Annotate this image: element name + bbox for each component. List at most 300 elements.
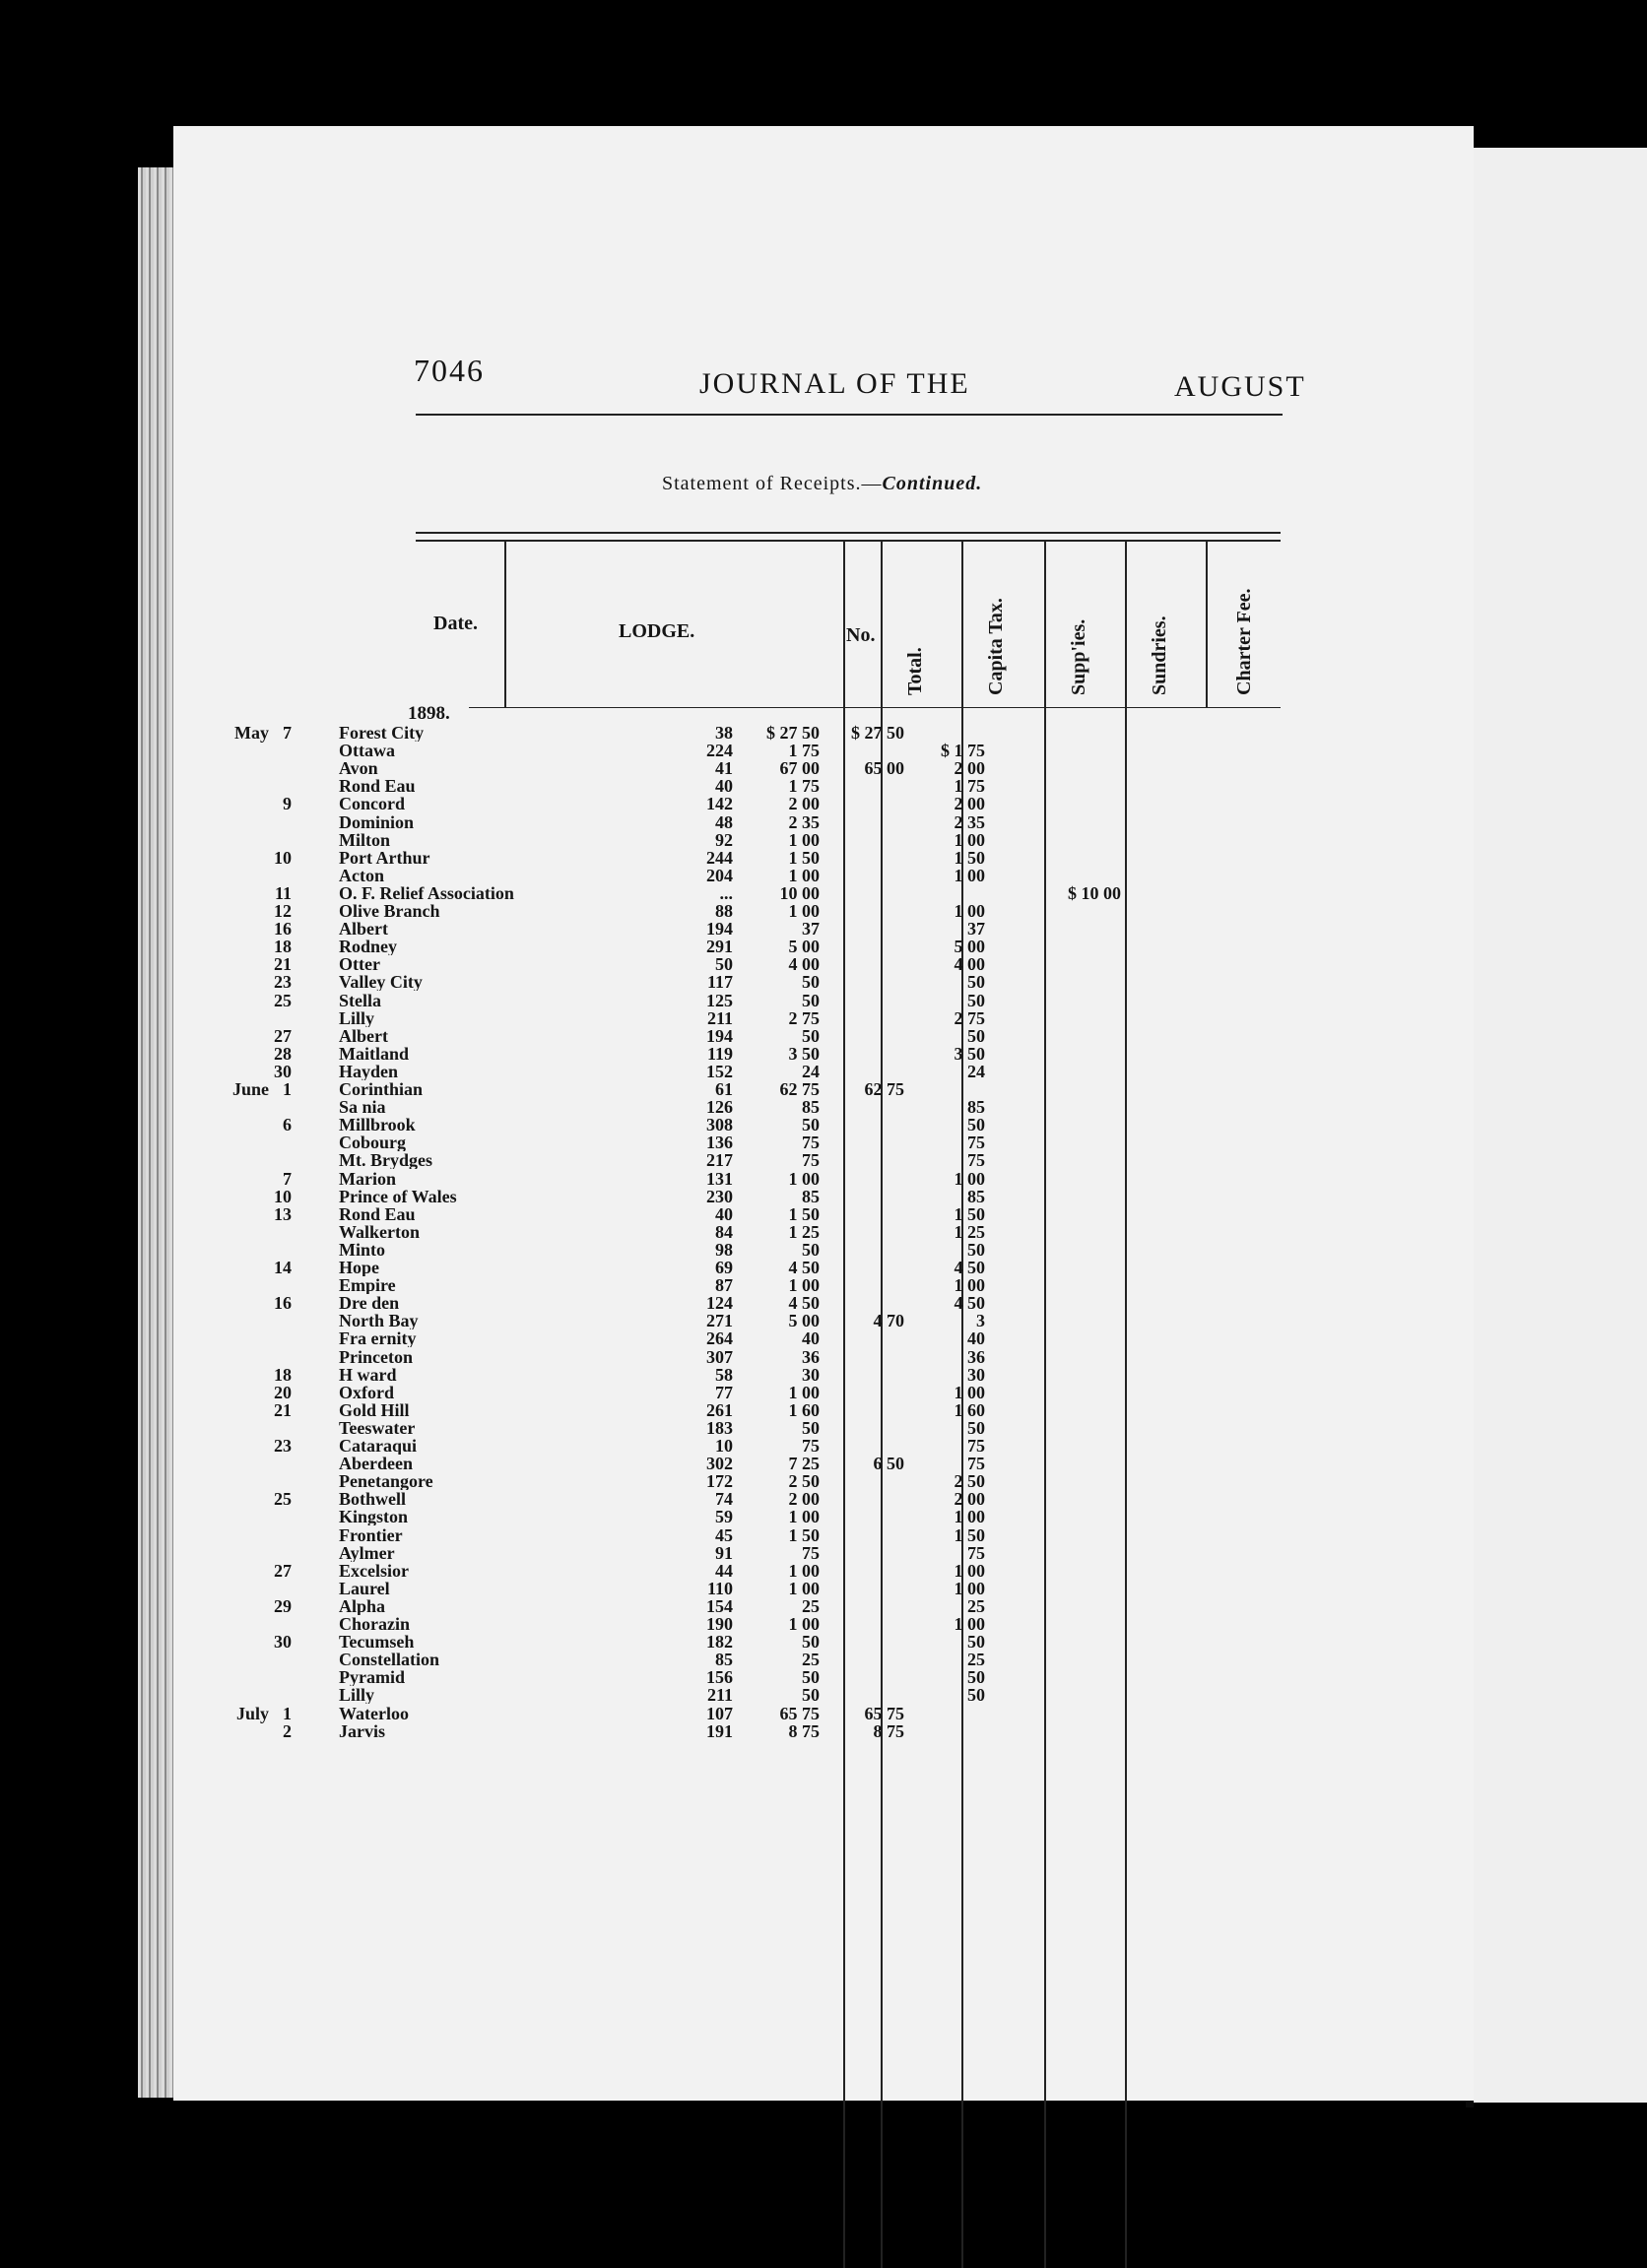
row-number: 61 — [715, 1079, 733, 1099]
row-number: 183 — [706, 1417, 733, 1438]
row-lodge: Kingston — [339, 1508, 409, 1526]
row-number: 85 — [715, 1650, 733, 1670]
table-row — [0, 1170, 1300, 1188]
row-total: 50 — [802, 1667, 820, 1688]
row-total: 1 00 — [788, 1382, 820, 1402]
row-lodge: Rond Eau — [339, 1204, 416, 1223]
row-day: 7 — [283, 1168, 292, 1189]
row-total: 1 00 — [788, 865, 820, 885]
table-top-rule-2 — [416, 540, 1281, 542]
table-row — [0, 1348, 1300, 1366]
row-lodge: Avon — [339, 759, 378, 778]
row-supplies: 1 50 — [954, 847, 985, 868]
table-row — [0, 1526, 1300, 1544]
row-charter: $ 10 00 — [1068, 882, 1121, 903]
row-month: May — [234, 723, 269, 743]
row-lodge: Pyramid — [339, 1668, 405, 1687]
table-row — [0, 1651, 1300, 1668]
row-day: 23 — [274, 1436, 292, 1456]
journal-title: JOURNAL OF THE — [699, 367, 970, 400]
col-divider-date — [504, 540, 506, 707]
row-number: 59 — [715, 1507, 733, 1527]
row-supplies: 1 00 — [954, 1614, 985, 1634]
row-total: 1 50 — [788, 1203, 820, 1224]
table-row — [0, 1419, 1300, 1437]
row-total: 4 00 — [788, 954, 820, 975]
row-total: 85 — [802, 1186, 820, 1206]
row-number: 88 — [715, 901, 733, 921]
row-day: 27 — [274, 1560, 292, 1581]
row-lodge: Lilly — [339, 1686, 375, 1705]
row-lodge: Sa nia — [339, 1098, 386, 1117]
table-row — [0, 777, 1300, 795]
row-lodge: Fra ernity — [339, 1329, 417, 1348]
row-number: 117 — [706, 972, 733, 993]
row-number: 91 — [715, 1542, 733, 1563]
table-row — [0, 920, 1300, 938]
row-number: 271 — [706, 1311, 733, 1331]
row-number: 84 — [715, 1221, 733, 1242]
row-number: 69 — [715, 1258, 733, 1277]
row-number: 211 — [706, 1007, 733, 1028]
table-row — [0, 1027, 1300, 1045]
row-lodge: Mt. Brydges — [339, 1151, 432, 1170]
row-supplies: 24 — [967, 1061, 985, 1081]
row-total: 50 — [802, 972, 820, 993]
row-supplies: 4 50 — [954, 1293, 985, 1314]
row-number: 110 — [706, 1578, 733, 1598]
row-number: 40 — [715, 776, 733, 797]
row-total: 25 — [802, 1595, 820, 1616]
row-total: 50 — [802, 1685, 820, 1706]
row-number: 244 — [706, 847, 733, 868]
row-lodge: Hayden — [339, 1062, 399, 1080]
row-number: 44 — [715, 1560, 733, 1581]
col-total: Total. — [904, 647, 926, 695]
row-supplies: 37 — [967, 919, 985, 940]
row-supplies: 1 50 — [954, 1203, 985, 1224]
row-capita: $ 27 50 — [851, 723, 904, 743]
row-supplies: 1 60 — [954, 1399, 985, 1420]
row-supplies: 25 — [967, 1595, 985, 1616]
row-number: 264 — [706, 1328, 733, 1349]
row-number: 172 — [706, 1471, 733, 1492]
row-supplies: 2 75 — [954, 1007, 985, 1028]
col-capita: Capita Tax. — [985, 598, 1007, 695]
row-number: 38 — [715, 723, 733, 743]
row-supplies: 1 00 — [954, 1382, 985, 1402]
row-lodge: Constellation — [339, 1651, 440, 1669]
row-total: 2 00 — [788, 1489, 820, 1510]
row-number: 119 — [706, 1043, 733, 1064]
table-row — [0, 1508, 1300, 1525]
row-supplies: 1 00 — [954, 1275, 985, 1296]
row-supplies: 3 50 — [954, 1043, 985, 1064]
row-supplies: 2 35 — [954, 811, 985, 832]
row-supplies: 2 00 — [954, 758, 985, 779]
row-number: 194 — [706, 1025, 733, 1046]
row-total: 4 50 — [788, 1258, 820, 1277]
row-supplies: 2 00 — [954, 1489, 985, 1510]
table-row — [0, 1241, 1300, 1259]
row-number: 217 — [706, 1150, 733, 1171]
row-month: July — [235, 1703, 269, 1723]
facing-page — [1474, 148, 1647, 2103]
table-row — [0, 902, 1300, 920]
row-supplies: 1 25 — [954, 1221, 985, 1242]
row-total: 1 00 — [788, 829, 820, 850]
row-day: 12 — [274, 901, 292, 921]
col-no: No. — [846, 624, 876, 646]
row-total: 24 — [802, 1061, 820, 1081]
row-lodge: Teeswater — [339, 1418, 416, 1437]
row-total: 4 50 — [788, 1293, 820, 1314]
row-day: 1 — [283, 1079, 292, 1099]
col-charter: Charter Fee. — [1233, 588, 1255, 695]
statement-subtitle — [662, 473, 982, 495]
row-supplies: 75 — [967, 1150, 985, 1171]
row-supplies: 36 — [967, 1346, 985, 1367]
row-day: 20 — [274, 1382, 292, 1402]
header-rule — [416, 414, 1283, 416]
row-lodge: Waterloo — [339, 1704, 409, 1722]
table-row — [0, 724, 1300, 742]
row-lodge: Rond Eau — [339, 777, 416, 796]
row-day: 6 — [283, 1115, 292, 1135]
table-row — [0, 849, 1300, 867]
table-row — [0, 1329, 1300, 1347]
row-number: 48 — [715, 811, 733, 832]
row-lodge: Ottawa — [339, 742, 395, 760]
col-supplies: Supp'ies. — [1068, 618, 1089, 695]
row-lodge: Alpha — [339, 1596, 386, 1615]
table-row — [0, 1063, 1300, 1080]
row-day: 9 — [283, 794, 292, 814]
row-number: 107 — [706, 1703, 733, 1723]
subtitle-continued: Continued. — [882, 473, 983, 494]
row-supplies: 30 — [967, 1364, 985, 1385]
row-lodge: Rodney — [339, 938, 398, 956]
row-supplies: 2 50 — [954, 1471, 985, 1492]
row-day: 18 — [274, 937, 292, 957]
row-day: 23 — [274, 972, 292, 993]
row-lodge: Albert — [339, 1026, 388, 1045]
table-row — [0, 1080, 1300, 1098]
row-number: 142 — [706, 794, 733, 814]
row-day: 25 — [274, 1489, 292, 1510]
row-number: 204 — [706, 865, 733, 885]
row-day: 13 — [274, 1203, 292, 1224]
row-total: 75 — [802, 1150, 820, 1171]
row-supplies: 85 — [967, 1186, 985, 1206]
table-row — [0, 1437, 1300, 1455]
table-row — [0, 938, 1300, 955]
row-lodge: Lilly — [339, 1008, 375, 1027]
row-total: 1 50 — [788, 1524, 820, 1545]
row-lodge: Marion — [339, 1169, 396, 1188]
table-row — [0, 973, 1300, 991]
row-lodge: Albert — [339, 920, 388, 939]
row-number: 131 — [706, 1168, 733, 1189]
row-supplies: 40 — [967, 1328, 985, 1349]
row-supplies: 75 — [967, 1542, 985, 1563]
page-number: 7046 — [414, 353, 485, 388]
row-lodge: Aylmer — [339, 1543, 395, 1562]
row-day: 25 — [274, 990, 292, 1010]
row-total: 1 00 — [788, 1507, 820, 1527]
row-day: 28 — [274, 1043, 292, 1064]
table-row — [0, 1151, 1300, 1169]
row-capita: 62 75 — [864, 1079, 904, 1099]
row-day: 14 — [274, 1258, 292, 1277]
table-row — [0, 1134, 1300, 1151]
row-number: 156 — [706, 1667, 733, 1688]
row-month: June — [231, 1079, 269, 1099]
table-row — [0, 1633, 1300, 1651]
row-number: 194 — [706, 919, 733, 940]
table-row — [0, 1490, 1300, 1508]
row-total: 2 35 — [788, 811, 820, 832]
row-supplies: 75 — [967, 1436, 985, 1456]
row-capita: 65 75 — [864, 1703, 904, 1723]
page-month: AUGUST — [1174, 370, 1306, 403]
row-total: 40 — [802, 1328, 820, 1349]
row-lodge: Laurel — [339, 1579, 390, 1597]
row-lodge: Milton — [339, 830, 390, 849]
table-row — [0, 1562, 1300, 1580]
row-total: 1 25 — [788, 1221, 820, 1242]
row-number: 191 — [706, 1720, 733, 1741]
row-total: 8 75 — [788, 1720, 820, 1741]
table-row — [0, 1722, 1300, 1740]
table-row — [0, 1455, 1300, 1472]
row-total: 50 — [802, 1025, 820, 1046]
row-total: 1 00 — [788, 901, 820, 921]
row-supplies: 1 50 — [954, 1524, 985, 1545]
table-row — [0, 1401, 1300, 1419]
row-number: 230 — [706, 1186, 733, 1206]
col-date: Date. — [433, 613, 478, 634]
row-total: $ 27 50 — [766, 723, 820, 743]
row-supplies: 2 00 — [954, 794, 985, 814]
row-day: 21 — [274, 1399, 292, 1420]
row-number: 124 — [706, 1293, 733, 1314]
row-supplies: 50 — [967, 1025, 985, 1046]
table-row — [0, 759, 1300, 777]
row-supplies: 4 00 — [954, 954, 985, 975]
row-total: 65 75 — [779, 1703, 820, 1723]
row-lodge: Bothwell — [339, 1490, 407, 1509]
row-supplies: 4 50 — [954, 1258, 985, 1277]
row-number: 10 — [715, 1436, 733, 1456]
row-supplies: 75 — [967, 1454, 985, 1474]
row-lodge: Tecumseh — [339, 1633, 415, 1652]
row-supplies: 25 — [967, 1650, 985, 1670]
table-row — [0, 1259, 1300, 1276]
row-number: 58 — [715, 1364, 733, 1385]
row-supplies: 1 00 — [954, 829, 985, 850]
row-day: 27 — [274, 1025, 292, 1046]
row-day: 29 — [274, 1595, 292, 1616]
row-number: 154 — [706, 1595, 733, 1616]
row-total: 1 00 — [788, 1168, 820, 1189]
table-row — [0, 742, 1300, 759]
row-number: 291 — [706, 937, 733, 957]
row-supplies: 50 — [967, 1667, 985, 1688]
row-total: 1 50 — [788, 847, 820, 868]
row-total: 50 — [802, 1417, 820, 1438]
row-total: 1 00 — [788, 1275, 820, 1296]
row-lodge: Corinthian — [339, 1080, 424, 1098]
row-number: 182 — [706, 1632, 733, 1652]
row-lodge: H ward — [339, 1365, 397, 1384]
row-lodge: Port Arthur — [339, 848, 430, 867]
row-total: 50 — [802, 1239, 820, 1260]
row-supplies: 50 — [967, 972, 985, 993]
row-supplies: 3 — [976, 1311, 985, 1331]
table-row — [0, 1705, 1300, 1722]
table-row — [0, 1597, 1300, 1615]
row-number: 87 — [715, 1275, 733, 1296]
row-number: 74 — [715, 1489, 733, 1510]
subtitle-main: Statement of Receipts.— — [662, 473, 883, 494]
table-row — [0, 955, 1300, 973]
row-number: 211 — [706, 1685, 733, 1706]
row-lodge: Oxford — [339, 1383, 394, 1401]
table-row — [0, 1544, 1300, 1562]
row-day: 2 — [283, 1720, 292, 1741]
row-total: 2 00 — [788, 794, 820, 814]
row-capita: 4 70 — [873, 1311, 904, 1331]
row-supplies: $ 1 75 — [941, 741, 985, 761]
table-row — [0, 1205, 1300, 1223]
row-total: 75 — [802, 1133, 820, 1153]
row-total: 3 50 — [788, 1043, 820, 1064]
row-lodge: Gold Hill — [339, 1400, 410, 1419]
row-total: 5 00 — [788, 1311, 820, 1331]
table-row — [0, 1223, 1300, 1241]
row-lodge: Dominion — [339, 812, 415, 831]
row-total: 30 — [802, 1364, 820, 1385]
row-number: 50 — [715, 954, 733, 975]
row-total: 37 — [802, 919, 820, 940]
table-row — [0, 795, 1300, 812]
row-supplies: 50 — [967, 990, 985, 1010]
row-lodge: Olive Branch — [339, 902, 440, 920]
row-supplies: 1 00 — [954, 901, 985, 921]
table-row — [0, 1294, 1300, 1312]
row-supplies: 5 00 — [954, 937, 985, 957]
row-supplies: 1 00 — [954, 865, 985, 885]
row-day: 30 — [274, 1061, 292, 1081]
row-day: 30 — [274, 1632, 292, 1652]
row-lodge: Otter — [339, 955, 380, 974]
table-row — [0, 1188, 1300, 1205]
col-divider-sundries — [1206, 540, 1208, 707]
row-total: 50 — [802, 1632, 820, 1652]
row-capita: 6 50 — [873, 1454, 904, 1474]
row-number: 307 — [706, 1346, 733, 1367]
row-day: 16 — [274, 1293, 292, 1314]
row-number: 152 — [706, 1061, 733, 1081]
table-row — [0, 813, 1300, 831]
table-row — [0, 992, 1300, 1009]
row-day: 1 — [283, 1703, 292, 1723]
row-number: 125 — [706, 990, 733, 1010]
table-row — [0, 867, 1300, 884]
row-total: 67 00 — [779, 758, 820, 779]
row-number: 308 — [706, 1115, 733, 1135]
row-supplies: 50 — [967, 1632, 985, 1652]
row-lodge: Princeton — [339, 1347, 413, 1366]
row-total: 7 25 — [788, 1454, 820, 1474]
row-supplies: 1 00 — [954, 1578, 985, 1598]
row-lodge: Empire — [339, 1276, 396, 1295]
table-row — [0, 1668, 1300, 1686]
row-total: 1 00 — [788, 1614, 820, 1634]
row-total: 25 — [802, 1650, 820, 1670]
row-number: 98 — [715, 1239, 733, 1260]
row-number: 126 — [706, 1097, 733, 1118]
table-row — [0, 1098, 1300, 1116]
row-total: 10 00 — [779, 882, 820, 903]
row-lodge: Stella — [339, 991, 381, 1009]
table-row — [0, 1009, 1300, 1027]
row-day: 11 — [274, 882, 292, 903]
row-total: 1 75 — [788, 741, 820, 761]
row-lodge: Excelsior — [339, 1561, 409, 1580]
row-total: 2 50 — [788, 1471, 820, 1492]
table-row — [0, 1045, 1300, 1063]
table-head-rule — [469, 707, 1281, 708]
row-lodge: Concord — [339, 795, 405, 813]
row-lodge: Chorazin — [339, 1615, 410, 1633]
table-row — [0, 1686, 1300, 1704]
row-number: 77 — [715, 1382, 733, 1402]
table-row — [0, 884, 1300, 902]
row-total: 62 75 — [779, 1079, 820, 1099]
row-total: 36 — [802, 1346, 820, 1367]
row-number: 224 — [706, 741, 733, 761]
table-top-rule — [416, 532, 1281, 534]
table-row — [0, 1312, 1300, 1329]
row-lodge: Dre den — [339, 1294, 400, 1313]
row-capita: 8 75 — [873, 1720, 904, 1741]
row-lodge: Minto — [339, 1240, 385, 1259]
row-day: 21 — [274, 954, 292, 975]
row-lodge: Forest City — [339, 724, 425, 742]
table-row — [0, 1580, 1300, 1597]
row-supplies: 1 75 — [954, 776, 985, 797]
row-total: 50 — [802, 1115, 820, 1135]
table-row — [0, 1384, 1300, 1401]
row-total: 1 00 — [788, 1578, 820, 1598]
row-supplies: 75 — [967, 1133, 985, 1153]
table-row — [0, 1366, 1300, 1384]
row-lodge: Millbrook — [339, 1116, 416, 1134]
row-day: 7 — [283, 723, 292, 743]
row-lodge: Hope — [339, 1259, 380, 1276]
row-day: 16 — [274, 919, 292, 940]
row-day: 10 — [274, 1186, 292, 1206]
row-number: ... — [719, 882, 733, 903]
row-lodge: Jarvis — [339, 1721, 385, 1740]
row-number: 41 — [715, 758, 733, 779]
row-total: 1 75 — [788, 776, 820, 797]
row-day: 10 — [274, 847, 292, 868]
row-total: 1 60 — [788, 1399, 820, 1420]
row-supplies: 1 00 — [954, 1560, 985, 1581]
